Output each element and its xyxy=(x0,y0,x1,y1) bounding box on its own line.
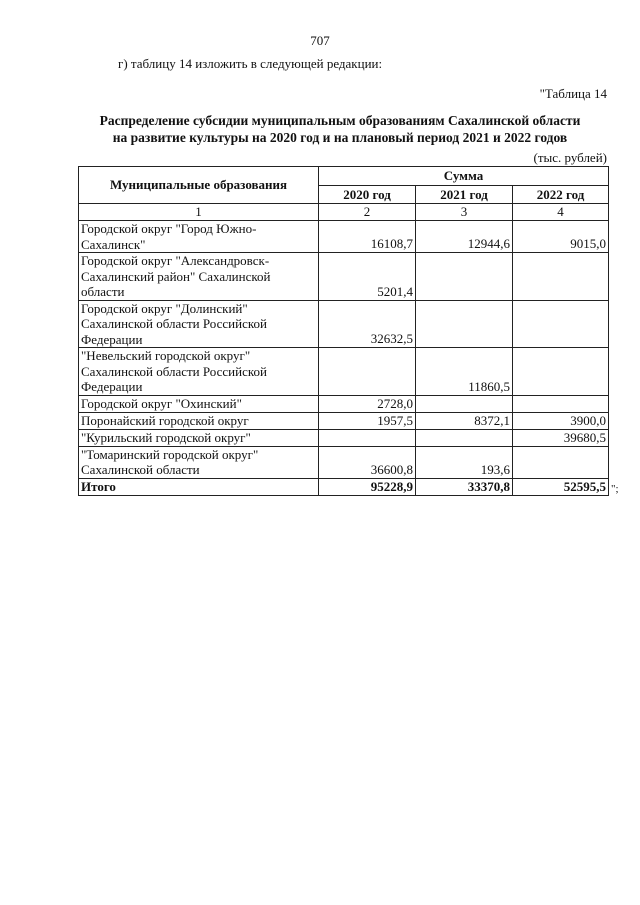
header-year-2021: 2021 год xyxy=(416,186,513,204)
municipality-name: "Курильский городской округ" xyxy=(79,429,319,446)
table-row xyxy=(79,429,609,446)
header-year-2020: 2020 год xyxy=(319,186,416,204)
value-2021: 193,6 xyxy=(416,446,513,478)
table-row xyxy=(79,221,609,253)
table-row xyxy=(79,446,609,478)
table-label: "Таблица 14 xyxy=(539,86,607,101)
value-2022 xyxy=(513,253,609,301)
instruction-text: г) таблицу 14 изложить в следующей редакции: xyxy=(118,56,383,71)
column-number-2: 2 xyxy=(319,204,416,221)
title-line-2: на развитие культуры на 2020 год и на плановый период 2021 и 2022 годов xyxy=(112,130,568,145)
total-label: Итого xyxy=(79,478,319,495)
value-2020: 36600,8 xyxy=(319,446,416,478)
value-2022: 3900,0 xyxy=(513,412,609,429)
total-2022: 52595,5 xyxy=(513,478,609,495)
subsidy-table xyxy=(78,166,609,496)
value-2020 xyxy=(319,348,416,396)
municipality-name: Городской округ "Город Южно-Сахалинск" xyxy=(79,221,319,253)
value-2021 xyxy=(416,253,513,301)
closing-quote-mark: "; xyxy=(611,483,619,495)
column-number-3: 3 xyxy=(416,204,513,221)
total-2021: 33370,8 xyxy=(416,478,513,495)
title-line-1: Распределение субсидии муниципальным образованиям Сахалинской области xyxy=(99,113,581,128)
value-2022: 39680,5 xyxy=(513,429,609,446)
municipality-name: Поронайский городской округ xyxy=(79,412,319,429)
table-row xyxy=(79,348,609,396)
document-title xyxy=(60,112,620,146)
column-number-1: 1 xyxy=(79,204,319,221)
value-2022 xyxy=(513,348,609,396)
header-year-2022: 2022 год xyxy=(513,186,609,204)
municipality-name: Городской округ "Александровск-Сахалинский район" Сахалинской области xyxy=(79,253,319,301)
value-2020: 16108,7 xyxy=(319,221,416,253)
value-2021 xyxy=(416,429,513,446)
value-2021 xyxy=(416,300,513,348)
value-2022 xyxy=(513,395,609,412)
municipality-name: Городской округ "Долинский" Сахалинской области Российской Федерации xyxy=(79,300,319,348)
value-2021 xyxy=(416,395,513,412)
table-row xyxy=(79,395,609,412)
page-number: 707 xyxy=(310,33,330,48)
total-2020: 95228,9 xyxy=(319,478,416,495)
value-2022 xyxy=(513,300,609,348)
municipality-name: Городской округ "Охинский" xyxy=(79,395,319,412)
value-2021: 8372,1 xyxy=(416,412,513,429)
value-2020 xyxy=(319,429,416,446)
value-2021: 11860,5 xyxy=(416,348,513,396)
header-sum: Сумма xyxy=(319,167,609,186)
table-row xyxy=(79,300,609,348)
units-label: (тыс. рублей) xyxy=(533,150,607,165)
column-number-4: 4 xyxy=(513,204,609,221)
header-municipality: Муниципальные образования xyxy=(79,167,319,204)
total-row xyxy=(79,478,609,495)
value-2022 xyxy=(513,446,609,478)
value-2020: 32632,5 xyxy=(319,300,416,348)
value-2020: 5201,4 xyxy=(319,253,416,301)
municipality-name: "Томаринский городской округ" Сахалинской области xyxy=(79,446,319,478)
value-2021: 12944,6 xyxy=(416,221,513,253)
table-row xyxy=(79,412,609,429)
municipality-name: "Невельский городской округ" Сахалинской области Российской Федерации xyxy=(79,348,319,396)
value-2022: 9015,0 xyxy=(513,221,609,253)
table-row xyxy=(79,253,609,301)
value-2020: 1957,5 xyxy=(319,412,416,429)
value-2020: 2728,0 xyxy=(319,395,416,412)
